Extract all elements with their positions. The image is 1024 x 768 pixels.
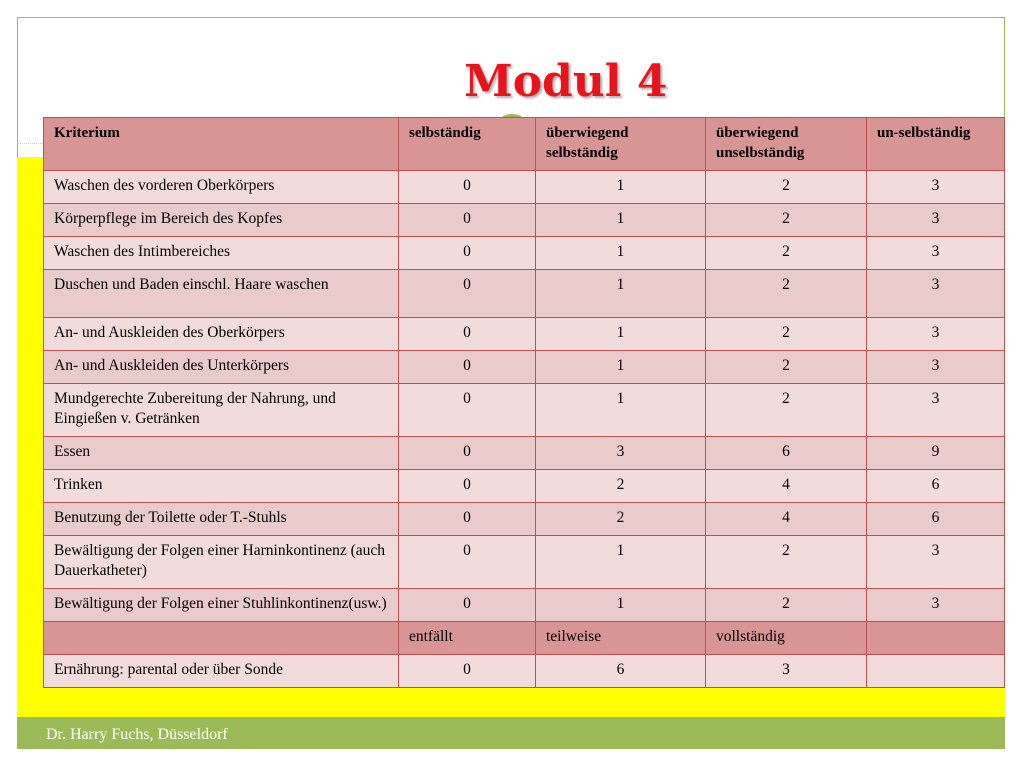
subheader-teilweise: teilweise: [536, 622, 706, 655]
score-cell: 1: [536, 204, 706, 237]
score-cell: 0: [399, 437, 536, 470]
score-cell: 1: [536, 171, 706, 204]
score-cell: 0: [399, 351, 536, 384]
subheader-vollstaendig: vollständig: [706, 622, 867, 655]
score-cell: 1: [536, 318, 706, 351]
score-cell: 3: [867, 318, 1005, 351]
score-cell: 2: [706, 384, 867, 437]
subheader-empty: [867, 622, 1005, 655]
score-cell: 3: [867, 384, 1005, 437]
score-cell: 3: [867, 204, 1005, 237]
score-cell: [867, 655, 1005, 688]
score-cell: 6: [867, 503, 1005, 536]
row-label: Duschen und Baden einschl. Haare waschen: [44, 270, 399, 318]
score-cell: 2: [536, 503, 706, 536]
row-label: An- und Auskleiden des Unterkörpers: [44, 351, 399, 384]
score-cell: 0: [399, 318, 536, 351]
row-label: An- und Auskleiden des Oberkörpers: [44, 318, 399, 351]
table-row: [44, 351, 1005, 384]
score-cell: 1: [536, 384, 706, 437]
criteria-table: [43, 117, 1005, 688]
table-row: [44, 437, 1005, 470]
score-cell: 0: [399, 171, 536, 204]
row-label: Trinken: [44, 470, 399, 503]
score-cell: 6: [706, 437, 867, 470]
score-cell: 4: [706, 503, 867, 536]
score-cell: 1: [536, 536, 706, 589]
score-cell: 2: [706, 171, 867, 204]
score-cell: 1: [536, 351, 706, 384]
score-cell: 0: [399, 503, 536, 536]
score-cell: 2: [706, 589, 867, 622]
header-kriterium: Kriterium: [44, 118, 399, 171]
score-cell: 1: [536, 589, 706, 622]
score-cell: 0: [399, 270, 536, 318]
score-cell: 9: [867, 437, 1005, 470]
row-label: Mundgerechte Zubereitung der Nahrung, und Eingießen v. Getränken: [44, 384, 399, 437]
score-cell: 3: [867, 270, 1005, 318]
header-ueberwiegend-selbstaendig: überwiegend selbständig: [536, 118, 706, 171]
score-cell: 0: [399, 655, 536, 688]
row-label: Ernährung: parental oder über Sonde: [44, 655, 399, 688]
score-cell: 4: [706, 470, 867, 503]
score-cell: 0: [399, 204, 536, 237]
score-cell: 3: [867, 237, 1005, 270]
score-cell: 6: [867, 470, 1005, 503]
score-cell: 0: [399, 237, 536, 270]
score-cell: 3: [536, 437, 706, 470]
score-cell: 2: [706, 270, 867, 318]
score-cell: 2: [706, 351, 867, 384]
slide-title: Modul 4: [464, 56, 668, 107]
row-label: Bewältigung der Folgen einer Stuhlinkontinenz(usw.): [44, 589, 399, 622]
table-row: [44, 470, 1005, 503]
score-cell: 2: [536, 470, 706, 503]
score-cell: 2: [706, 318, 867, 351]
row-label: Bewältigung der Folgen einer Harninkontinenz (auch Dauerkatheter): [44, 536, 399, 589]
table-row: [44, 270, 1005, 318]
score-cell: 3: [867, 589, 1005, 622]
score-cell: 1: [536, 270, 706, 318]
footer-author: Dr. Harry Fuchs, Düsseldorf: [46, 726, 228, 743]
row-label: Benutzung der Toilette oder T.-Stuhls: [44, 503, 399, 536]
score-cell: 2: [706, 536, 867, 589]
row-label: Körperpflege im Bereich des Kopfes: [44, 204, 399, 237]
row-label: Essen: [44, 437, 399, 470]
table-row: [44, 171, 1005, 204]
score-cell: 1: [536, 237, 706, 270]
table-row: [44, 384, 1005, 437]
table-row: [44, 589, 1005, 622]
score-cell: 6: [536, 655, 706, 688]
score-cell: 0: [399, 589, 536, 622]
table-row: [44, 237, 1005, 270]
table-subheader-row: [44, 622, 1005, 655]
score-cell: 3: [867, 351, 1005, 384]
score-cell: 3: [867, 171, 1005, 204]
table-row: [44, 318, 1005, 351]
header-ueberwiegend-unselbstaendig: überwiegend unselbständig: [706, 118, 867, 171]
table-header-row: [44, 118, 1005, 171]
row-label: Waschen des vorderen Oberkörpers: [44, 171, 399, 204]
score-cell: 3: [706, 655, 867, 688]
score-cell: 0: [399, 536, 536, 589]
row-label: Waschen des Intimbereiches: [44, 237, 399, 270]
score-cell: 0: [399, 470, 536, 503]
table-row: [44, 503, 1005, 536]
score-cell: 0: [399, 384, 536, 437]
table-row: [44, 204, 1005, 237]
table-row: [44, 655, 1005, 688]
score-cell: 2: [706, 237, 867, 270]
subheader-empty: [44, 622, 399, 655]
subheader-entfaellt: entfällt: [399, 622, 536, 655]
header-selbstaendig: selbständig: [399, 118, 536, 171]
table-row: [44, 536, 1005, 589]
score-cell: 2: [706, 204, 867, 237]
score-cell: 3: [867, 536, 1005, 589]
header-unselbstaendig: un-selbständig: [867, 118, 1005, 171]
